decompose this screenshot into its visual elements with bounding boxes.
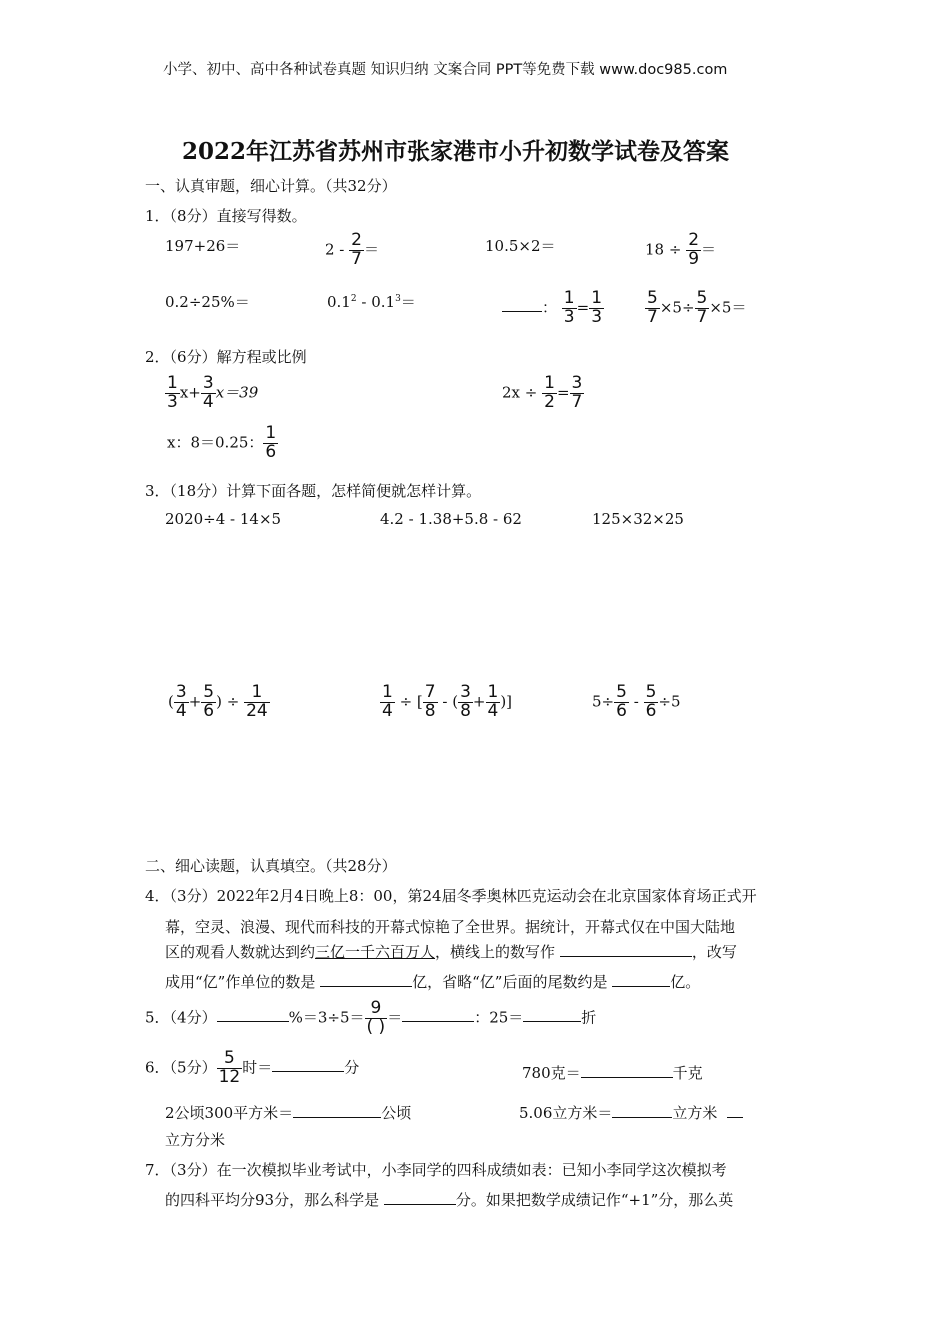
q4-line-1: 4．（3分）2022年2月4日晚上8：00，第24届冬季奥林匹克运动会在北京国家体育场正式开: [145, 887, 757, 905]
fraction: $\frac{1}{2}$: [544, 373, 555, 412]
q3-label: 3．（18分）计算下面各题，怎样简便就怎样计算。: [145, 482, 482, 500]
q3-calc-2: 4.2 - 1.38+5.8 - 62: [380, 510, 522, 528]
q5: 5．（4分） %＝3÷5＝ $\frac{9}{( )}$ ＝ ：25＝ 折: [145, 998, 597, 1037]
page-title: 2022年江苏省苏州市张家港市小升初数学试卷及答案: [182, 138, 730, 165]
fraction: $\frac{1}{3}$: [563, 288, 575, 327]
answer-blank[interactable]: [727, 1101, 743, 1118]
fraction: $\frac{2}{7}$: [351, 230, 362, 269]
q3-calc-4: ( $\frac{3}{4}$ + $\frac{5}{6}$ ) ÷ $\frac{1}{24}$: [168, 682, 268, 721]
q7-line-1: 7．（3分）在一次模拟毕业考试中，小李同学的四科成绩如表：已知小李同学这次模拟考: [145, 1161, 727, 1179]
answer-blank[interactable]: [502, 295, 542, 312]
q2-equation-2: 2x ÷ $\frac{1}{2}$ = $\frac{3}{7}$: [502, 373, 583, 412]
fraction: $\frac{2}{9}$: [688, 230, 700, 269]
q4-line-3: 区的观看人数就达到约三亿一千六百万人，横线上的数写作 ，改写: [165, 940, 737, 962]
fraction: $\frac{3}{8}$: [460, 682, 471, 721]
section-2-heading: 二、细心读题，认真填空。（共28分）: [145, 857, 397, 875]
q1-expr-4: 18 ÷ $\frac{2}{9}$ ＝: [645, 230, 717, 269]
answer-blank[interactable]: [384, 1188, 456, 1205]
q3-calc-5: $\frac{1}{4}$ ÷ [ $\frac{7}{8}$ - ( $\frac{3}{8}$ + $\frac{1}{4}$ )]: [382, 682, 513, 721]
fraction: $\frac{5}{7}$: [647, 288, 658, 327]
answer-blank[interactable]: [581, 1061, 673, 1078]
q7-line-2: 的四科平均分93分，那么科学是 分。如果把数学成绩记作“+1”分，那么英: [165, 1188, 733, 1210]
fraction: $\frac{5}{6}$: [616, 682, 627, 721]
fraction: $\frac{5}{7}$: [696, 288, 708, 327]
fraction: $\frac{3}{4}$: [175, 682, 187, 721]
q1-expr-8: $\frac{5}{7}$ ×5÷ $\frac{5}{7}$ ×5＝: [647, 288, 747, 327]
q1-expr-5: 0.2÷25%＝: [165, 293, 250, 311]
q6-part-2: 780克＝ 千克: [522, 1061, 703, 1083]
fraction: $\frac{1}{4}$: [487, 682, 499, 721]
q4-line-2: 幕，空灵、浪漫、现代而科技的开幕式惊艳了全世界。据统计，开幕式仅在中国大陆地: [165, 918, 736, 936]
fraction: $\frac{1}{24}$: [246, 682, 268, 721]
site-header: 小学、初中、高中各种试卷真题 知识归纳 文案合同 PPT等免费下载 www.doc985.com: [163, 62, 728, 78]
q1-expr-7: ： $\frac{1}{3}$ = $\frac{1}{3}$: [502, 290, 604, 327]
answer-blank[interactable]: [272, 1055, 344, 1072]
answer-blank[interactable]: [402, 1005, 474, 1022]
q2-label: 2．（6分）解方程或比例: [145, 348, 307, 366]
q6-part-1: 6．（5分） $\frac{5}{12}$ 时＝ 分: [145, 1048, 360, 1087]
answer-blank[interactable]: [523, 1005, 581, 1022]
fraction: $\frac{1}{4}$: [382, 682, 393, 721]
q1-expr-1: 197+26＝: [165, 237, 241, 255]
q6-part-4-unit: 立方分米: [165, 1131, 226, 1149]
fraction: $\frac{1}{6}$: [265, 423, 277, 462]
answer-blank[interactable]: [612, 1101, 672, 1118]
section-1-heading: 一、认真审题，细心计算。（共32分）: [145, 177, 397, 195]
q3-calc-3: 125×32×25: [592, 510, 684, 528]
fraction: $\frac{3}{4}$: [202, 373, 214, 412]
fraction: $\frac{5}{6}$: [645, 682, 657, 721]
q2-equation-1: $\frac{1}{3}$ x+ $\frac{3}{4}$ x＝39: [167, 373, 259, 412]
answer-blank[interactable]: [320, 970, 412, 987]
q6-part-3: 2公顷300平方米＝ 公顷: [165, 1101, 411, 1123]
q3-calc-1: 2020÷4 - 14×5: [165, 510, 282, 528]
q3-calc-6: 5÷ $\frac{5}{6}$ - $\frac{5}{6}$ ÷5: [592, 682, 681, 721]
fraction: $\frac{1}{3}$: [167, 373, 178, 412]
answer-blank[interactable]: [217, 1005, 289, 1022]
q2-equation-3: x：8＝0.25： $\frac{1}{6}$: [167, 423, 277, 462]
q1-expr-2: 2 - $\frac{2}{7}$ ＝: [325, 230, 379, 269]
fraction: $\frac{5}{12}$: [218, 1048, 241, 1087]
q1-expr-6: $0.1^2 - 0.1^3=$: [327, 293, 416, 311]
q4-line-4: 成用“亿”作单位的数是 亿，省略“亿”后面的尾数约是 亿。: [165, 970, 700, 992]
answer-blank[interactable]: [612, 970, 670, 987]
fraction: $\frac{1}{3}$: [591, 288, 603, 327]
underlined-number: 三亿一千六百万人: [315, 943, 436, 961]
q6-part-4: 5.06立方米＝ 立方米: [519, 1101, 743, 1123]
q1-expr-3: 10.5×2＝: [485, 237, 556, 255]
answer-blank[interactable]: [560, 940, 692, 957]
fraction: $\frac{5}{6}$: [203, 682, 215, 721]
fraction: $\frac{7}{8}$: [424, 682, 436, 721]
answer-blank[interactable]: [293, 1101, 381, 1118]
fraction: $\frac{3}{7}$: [571, 373, 583, 412]
q1-label: 1．（8分）直接写得数。: [145, 207, 307, 225]
fraction: $\frac{9}{( )}$: [366, 998, 386, 1037]
